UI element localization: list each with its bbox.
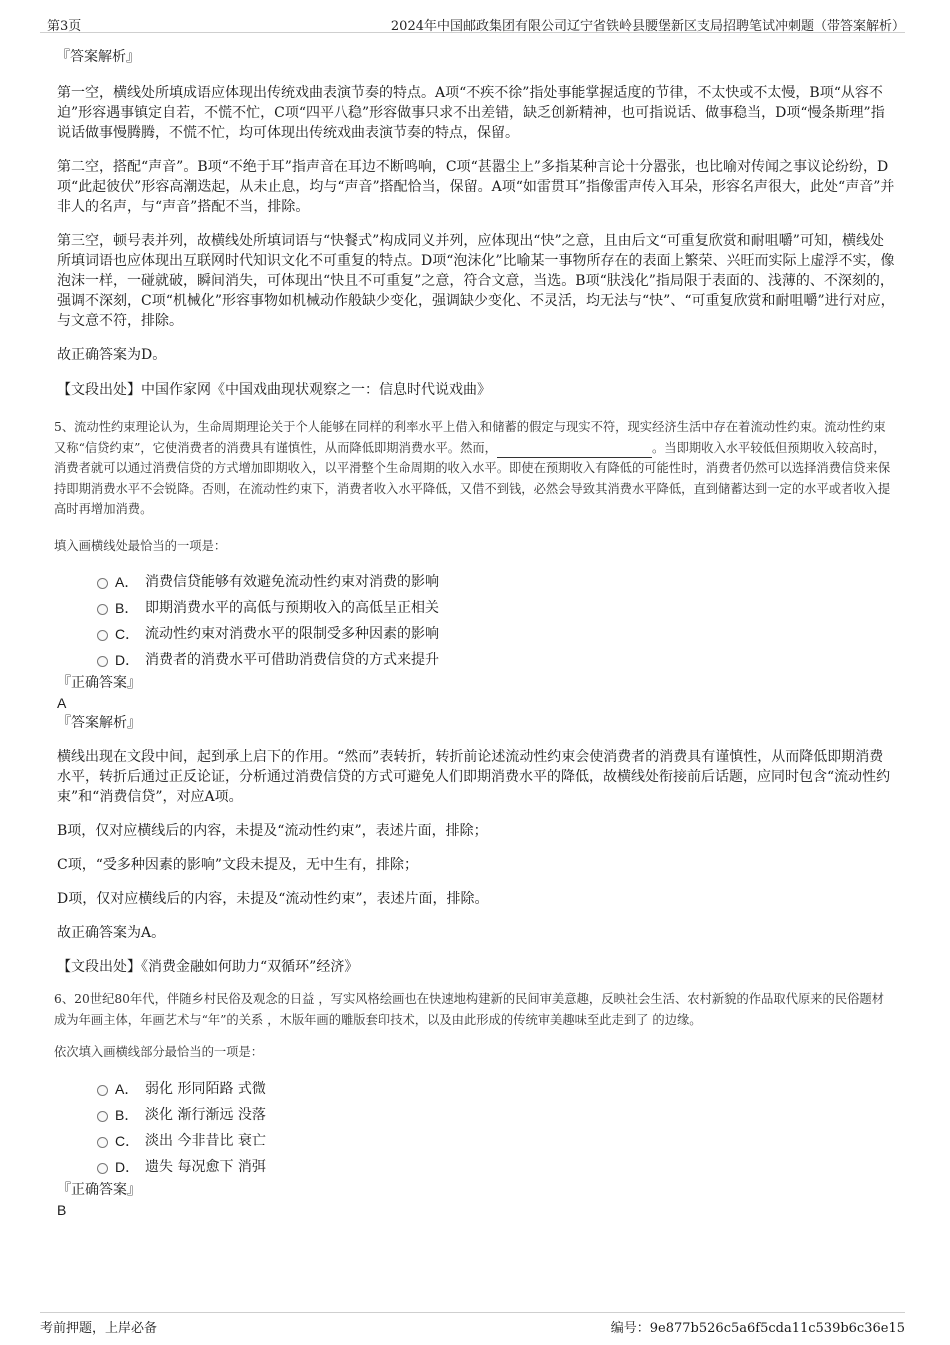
radio-icon[interactable]	[97, 1111, 108, 1122]
q5-analysis-p2: B项，仅对应横线后的内容，未提及“流动性约束”，表述片面，排除；	[57, 823, 488, 839]
q5-option-d[interactable]: D． 消费者的消费水平可借助消费信贷的方式来提升	[57, 650, 895, 676]
radio-icon[interactable]	[97, 630, 108, 641]
q5-option-a[interactable]: A． 消费信贷能够有效避免流动性约束对消费的影响	[57, 572, 895, 598]
q5-prompt: 填入画横线处最恰当的一项是：	[54, 538, 227, 553]
q5-stem-after: 。当即期收入水平较低但预期收入较高时，消费者就可以通过消费信贷的方式增加即期收入，以平滑整个生命周期的收入水平。即使在预期收入有降低的可能性时，消费者仍然可以选择消费信贷来保持即期消费水平不会锐降。否则，在流动性约束下，消费者收入水平降低，又借不到钱，必然会导致其消费水平降低，直到储蓄达到一定的水平或者收入提高时再增加消费。	[54, 440, 891, 516]
q6-option-b[interactable]: B． 淡化 渐行渐远 没落	[57, 1105, 895, 1131]
q4-analysis-p2: 第二空，搭配“声音”。B项“不绝于耳”指声音在耳边不断鸣响，C项“甚嚣尘上”多指某种言论十分嚣张，也比喻对传闻之事议论纷纷，D项“此起彼伏”形容高潮迭起，从未止息，均与“声音”搭配恰当，保留。A项“如雷贯耳”指像雷声传入耳朵，形容名声很大，此处“声音”并非人的名声，与“声音”搭配不当，排除。	[57, 159, 895, 215]
q4-analysis-label: 『答案解析』	[56, 49, 140, 65]
q5-answer-label: 『正确答案』	[57, 675, 141, 691]
q6-option-d[interactable]: D． 遗失 每况愈下 消弭	[57, 1157, 895, 1183]
q5-blank	[497, 443, 652, 458]
page-content	[54, 43, 895, 1220]
radio-icon[interactable]	[97, 1163, 108, 1174]
q5-option-b[interactable]: B． 即期消费水平的高低与预期收入的高低呈正相关	[57, 598, 895, 624]
q6-answer: B	[57, 1201, 67, 1218]
document-code: 编号：9e877b526c5a6f5cda11c539b6c36e15	[610, 1321, 905, 1336]
q4-source: 【文段出处】中国作家网《中国戏曲现状观察之一：信息时代说戏曲》	[57, 382, 491, 398]
q5-analysis-p4: D项，仅对应横线后的内容，未提及“流动性约束”，表述片面，排除。	[57, 891, 489, 907]
q6-option-c[interactable]: C． 淡出 今非昔比 衰亡	[57, 1131, 895, 1157]
q4-analysis-p3: 第三空，顿号表并列，故横线处所填词语与“快餐式”构成同义并列，应体现出“快”之意，且由后文“可重复欣赏和耐咀嚼”可知，横线处所填词语也应体现出互联网时代知识文化不可重复的特点。D项“泡沫化”比喻某一事物所存在的表面上繁荣、兴旺而实际上虚浮不实，像泡沫一样，一碰就破，瞬间消失，可体现出“快且不可重复”之意，符合文意，当选。B项“肤浅化”指局限于表面的、浅薄的、不深刻的，强调不深刻，C项“机械化”形容事物如机械动作般缺少变化，强调缺少变化、不灵活，均无法与“快”、“可重复欣赏和耐咀嚼”进行对应，与文意不符，排除。	[57, 233, 895, 329]
footer-slogan: 考前押题，上岸必备	[40, 1321, 158, 1336]
radio-icon[interactable]	[97, 578, 108, 589]
q5-analysis-p3: C项，“受多种因素的影响”文段未提及，无中生有，排除；	[57, 857, 419, 873]
q4-analysis-p1: 第一空，横线处所填成语应体现出传统戏曲表演节奏的特点。A项“不疾不徐”指处事能掌握适度的节律，不太快或不太慢，B项“从容不迫”形容遇事镇定自若，不慌不忙，C项“四平八稳”形容做事只求不出差错，缺乏创新精神，也可指说话、做事稳当，D项“慢条斯理”指说话做事慢腾腾，不慌不忙，均可体现出传统戏曲表演节奏的特点，保留。	[57, 85, 885, 141]
q6-prompt: 依次填入画横线部分最恰当的一项是：	[54, 1045, 264, 1059]
radio-icon[interactable]	[97, 1137, 108, 1148]
q5-option-c[interactable]: C． 流动性约束对消费水平的限制受多种因素的影响	[57, 624, 895, 650]
document-title: 2024年中国邮政集团有限公司辽宁省铁岭县腰堡新区支局招聘笔试冲刺题（带答案解析）	[390, 19, 905, 34]
page-footer	[40, 1312, 905, 1337]
q5-answer: A	[57, 695, 67, 711]
q5-stem-before: 5、流动性约束理论认为，生命周期理论关于个人能够在同样的利率水平上借入和储蓄的假定与现实不符，现实经济生活中存在着流动性约束。流动性约束又称“信贷约束”，它使消费者的消费具有谨慎性，从而降低即期消费水平。然而，	[54, 420, 886, 455]
q6-option-a[interactable]: A． 弱化 形同陌路 式微	[57, 1079, 895, 1105]
q6-answer-label: 『正确答案』	[57, 1181, 141, 1198]
q6-options	[57, 1079, 895, 1183]
q5-source: 【文段出处】《消费金融如何助力“双循环”经济》	[57, 959, 359, 975]
q5-stem	[54, 417, 895, 520]
radio-icon[interactable]	[97, 1085, 108, 1096]
q5-analysis-label: 『答案解析』	[57, 715, 141, 731]
radio-icon[interactable]	[97, 656, 108, 667]
page-number: 第3页	[47, 19, 82, 34]
q5-options	[57, 572, 895, 676]
page-header	[40, 10, 905, 33]
q5-conclusion: 故正确答案为A。	[57, 925, 166, 941]
radio-icon[interactable]	[97, 604, 108, 615]
q5-analysis-p1: 横线出现在文段中间，起到承上启下的作用。“然而”表转折，转折前论述流动性约束会使消费者的消费具有谨慎性，从而降低即期消费水平，转折后通过正反论证，分析通过消费信贷的方式可避免人们即期消费水平的降低，故横线处衔接前后话题，应同时包含“流动性约束”和“消费信贷”，对应A项。	[57, 749, 891, 805]
q6-stem: 6、20世纪80年代，伴随乡村民俗及观念的日益 ，写实风格绘画也在快速地构建新的民间审美意趣，反映社会生活、农村新貌的作品取代原来的民俗题材成为年画主体，年画艺术与“年”的关系 ，木版年画的雕版套印技术，以及由此形成的传统审美趣味至此走到了 的边缘。	[54, 992, 885, 1027]
q4-conclusion: 故正确答案为D。	[57, 347, 167, 363]
